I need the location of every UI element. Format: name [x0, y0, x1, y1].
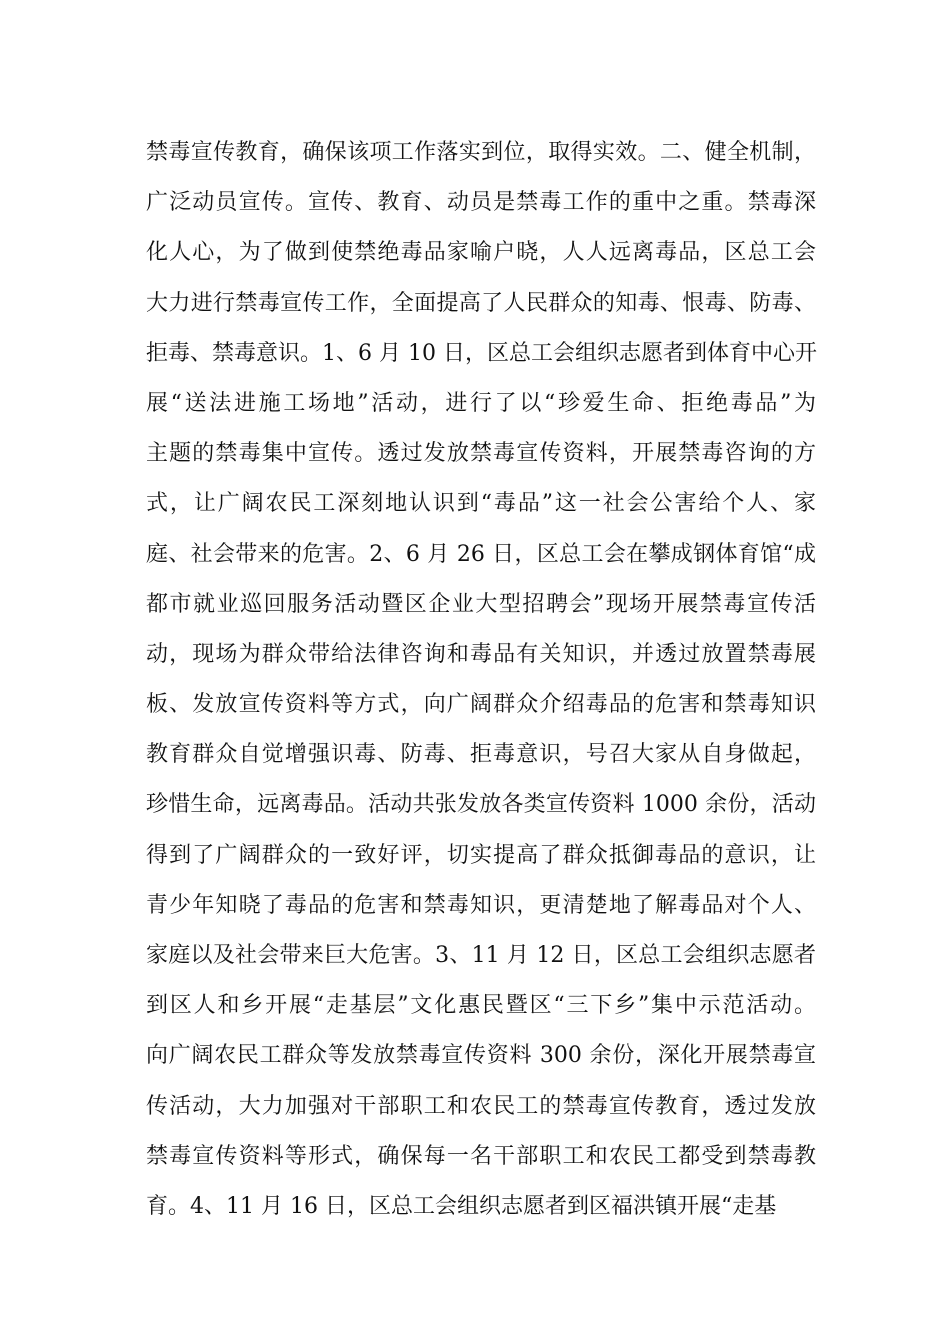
text-line: 式，让广阔农民工深刻地认识到“毒品”这一社会公害给个人、家 [146, 491, 816, 517]
text-line: 禁毒宣传教育，确保该项工作落实到位，取得实效。二、健全机制， [146, 140, 816, 165]
text-line: 板、发放宣传资料等方式，向广阔群众介绍毒品的危害和禁毒知识 [146, 692, 816, 718]
text-line: 育。4、11 月 16 日，区总工会组织志愿者到区福洪镇开展“走基 [146, 1193, 777, 1219]
text-line: 广泛动员宣传。宣传、教育、动员是禁毒工作的重中之重。禁毒深 [146, 190, 816, 216]
text-line: 禁毒宣传资料等形式，确保每一名干部职工和农民工都受到禁毒教 [146, 1143, 816, 1169]
text-line: 传活动，大力加强对干部职工和农民工的禁毒宣传教育，透过发放 [146, 1093, 816, 1119]
text-line: 到区人和乡开展“走基层”文化惠民暨区“三下乡”集中示范活动。 [146, 993, 816, 1019]
text-line: 主题的禁毒集中宣传。透过发放禁毒宣传资料，开展禁毒咨询的方 [146, 441, 816, 467]
text-line: 青少年知晓了毒品的危害和禁毒知识，更清楚地了解毒品对个人、 [146, 892, 816, 918]
text-line: 家庭以及社会带来巨大危害。3、11 月 12 日，区总工会组织志愿者 [146, 943, 816, 968]
text-line: 拒毒、禁毒意识。1、6 月 10 日，区总工会组织志愿者到体育中心开 [146, 340, 817, 366]
text-line: 动，现场为群众带给法律咨询和毒品有关知识，并透过放置禁毒展 [146, 641, 816, 667]
body-paragraph [146, 128, 816, 1232]
text-line: 化人心，为了做到使禁绝毒品家喻户晓，人人远离毒品，区总工会 [146, 240, 816, 266]
text-line: 珍惜生命，远离毒品。活动共张发放各类宣传资料 1000 余份，活动 [146, 792, 816, 818]
text-line: 得到了广阔群众的一致好评，切实提高了群众抵御毒品的意识，让 [146, 842, 816, 868]
text-line: 展“送法进施工场地”活动，进行了以“珍爱生命、拒绝毒品”为 [146, 390, 816, 416]
text-line: 大力进行禁毒宣传工作，全面提高了人民群众的知毒、恨毒、防毒、 [146, 290, 816, 316]
text-line: 向广阔农民工群众等发放禁毒宣传资料 300 余份，深化开展禁毒宣 [146, 1043, 816, 1069]
text-line: 都市就业巡回服务活动暨区企业大型招聘会”现场开展禁毒宣传活 [146, 591, 816, 617]
text-line: 教育群众自觉增强识毒、防毒、拒毒意识，号召大家从自身做起， [146, 742, 816, 768]
text-line: 庭、社会带来的危害。2、6 月 26 日，区总工会在攀成钢体育馆“成 [146, 541, 816, 567]
